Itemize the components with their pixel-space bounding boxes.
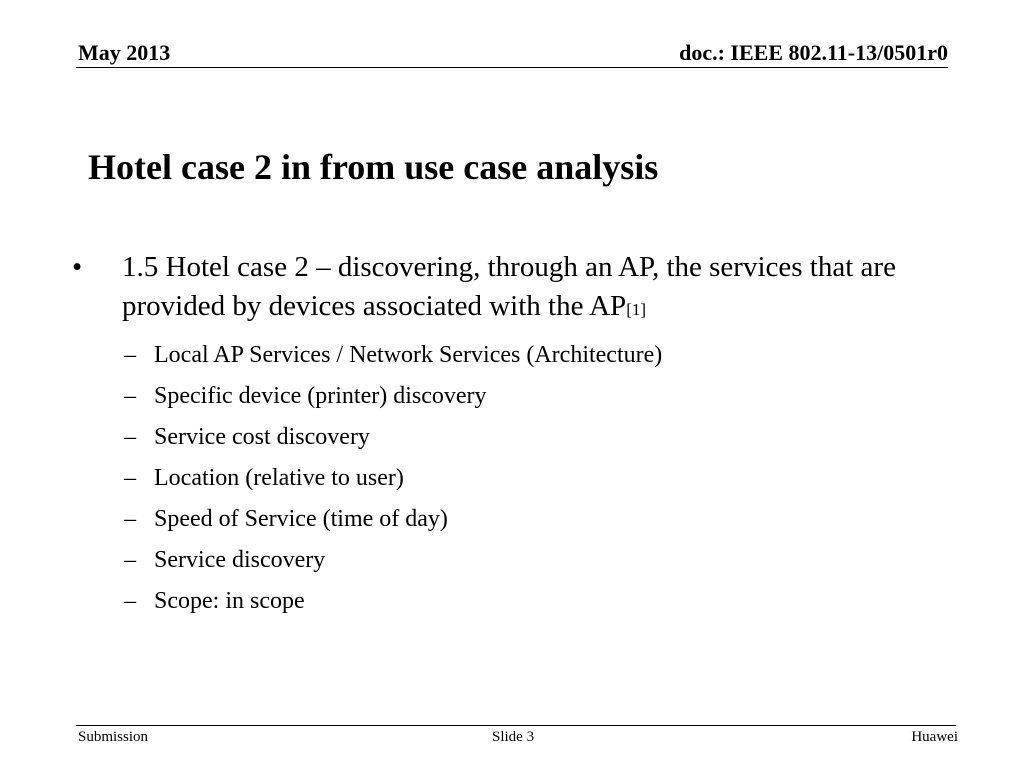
reference-marker: [1] xyxy=(626,300,647,319)
dash-marker: – xyxy=(124,547,136,573)
sub-bullet-text: Service discovery xyxy=(154,547,326,573)
sub-bullet-text: Scope: in scope xyxy=(154,588,305,614)
sub-bullet-text: Location (relative to user) xyxy=(154,465,404,491)
header-doc-id: doc.: IEEE 802.11-13/0501r0 xyxy=(679,40,948,65)
footer-slide-number: Slide 3 xyxy=(492,729,535,745)
footer-submission: Submission xyxy=(78,729,149,745)
sub-bullet-item xyxy=(72,335,932,376)
bullet-marker: • xyxy=(72,251,83,283)
sub-bullet-item xyxy=(72,458,932,499)
dash-marker: – xyxy=(124,588,136,614)
main-bullet-text: 1.5 Hotel case 2 – discovering, through an AP, the services that are provided by devices associated with the AP xyxy=(122,251,896,322)
sub-bullet-item xyxy=(72,540,932,581)
dash-marker: – xyxy=(124,506,136,532)
sub-bullet-item xyxy=(72,499,932,540)
footer-divider xyxy=(76,725,956,726)
slide-title: Hotel case 2 in from use case analysis xyxy=(88,147,659,187)
sub-bullet-item xyxy=(72,581,932,622)
dash-marker: – xyxy=(124,465,136,491)
footer-company: Huawei xyxy=(911,729,958,745)
dash-marker: – xyxy=(124,424,136,450)
sub-bullet-list xyxy=(72,335,932,622)
sub-bullet-text: Speed of Service (time of day) xyxy=(154,506,448,532)
header-date: May 2013 xyxy=(78,40,171,65)
dash-marker: – xyxy=(124,383,136,409)
sub-bullet-text: Service cost discovery xyxy=(154,424,370,450)
sub-bullet-item xyxy=(72,417,932,458)
sub-bullet-item xyxy=(72,376,932,417)
slide-body xyxy=(72,248,932,622)
main-bullet xyxy=(72,248,932,329)
sub-bullet-text: Local AP Services / Network Services (Architecture) xyxy=(154,342,663,368)
sub-bullet-text: Specific device (printer) discovery xyxy=(154,383,487,409)
dash-marker: – xyxy=(124,342,136,368)
header-divider xyxy=(76,67,948,68)
